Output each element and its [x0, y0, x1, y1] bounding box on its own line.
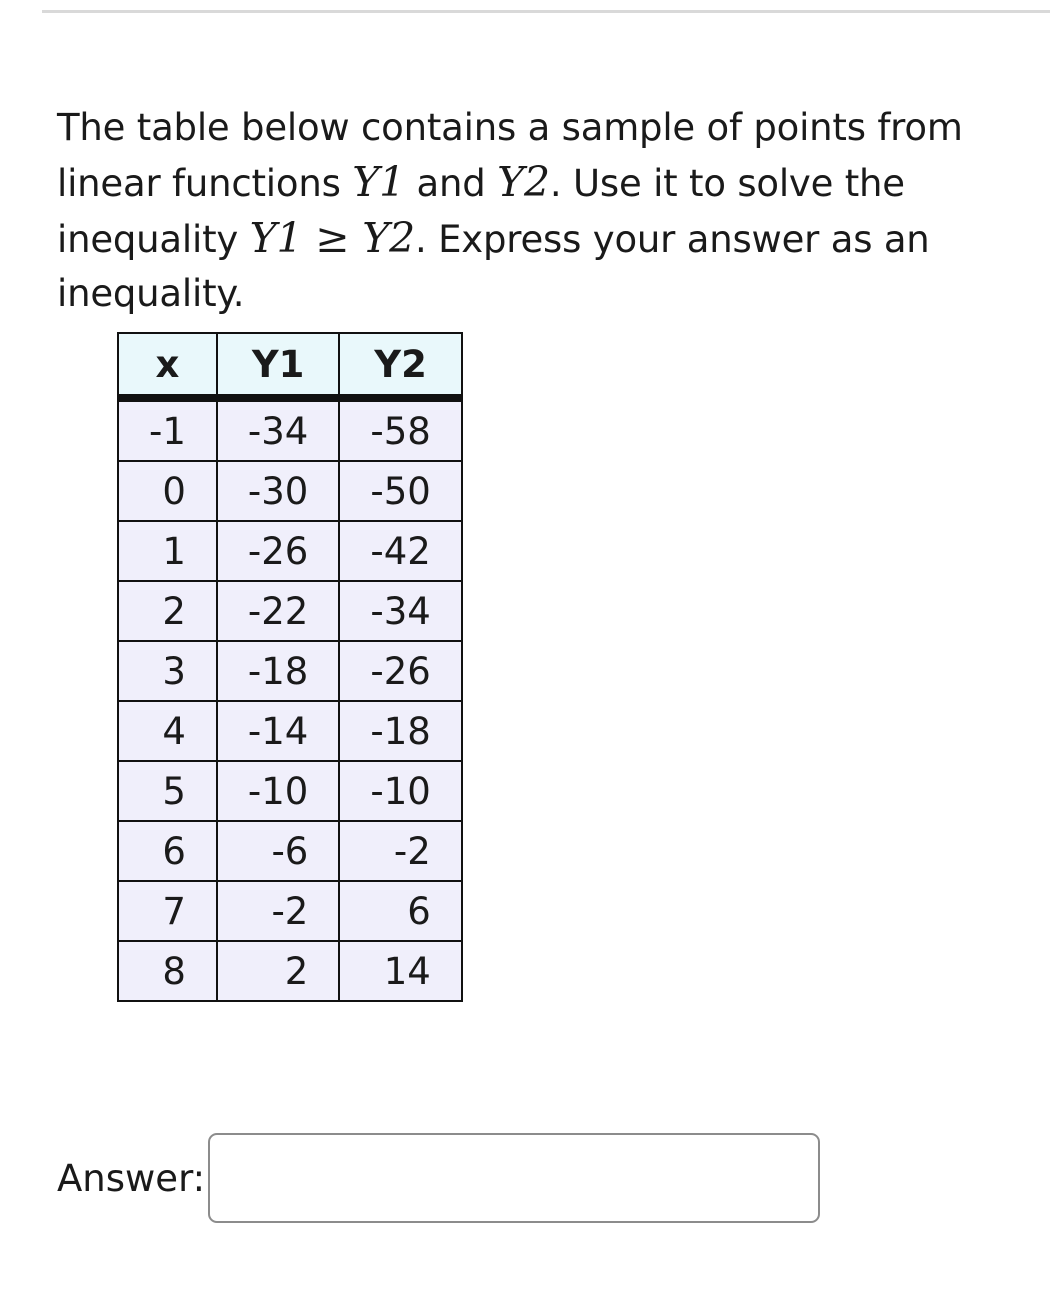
cell-y2: -10: [339, 761, 461, 821]
top-divider: [42, 10, 1050, 13]
cell-x: 2: [118, 581, 217, 641]
answer-input[interactable]: [208, 1133, 820, 1223]
cell-y1: 2: [217, 941, 339, 1001]
cell-y1: -6: [217, 821, 339, 881]
cell-y2: -18: [339, 701, 461, 761]
cell-x: 3: [118, 641, 217, 701]
table-row: [118, 881, 462, 941]
cell-y2: 14: [339, 941, 461, 1001]
math-inequality: Y1 ≥ Y2: [249, 214, 415, 262]
question-text: The table below contains a sample of points from linear functions Y1 and Y2. Use it to solve the inequality Y1 ≥ Y2. Express your answer as an inequality.: [57, 106, 963, 315]
cell-y1: -22: [217, 581, 339, 641]
cell-y1: -2: [217, 881, 339, 941]
table-row: [118, 701, 462, 761]
table-row: [118, 461, 462, 521]
cell-y1: -14: [217, 701, 339, 761]
data-table: [117, 332, 463, 1002]
header-y1: Y1: [217, 333, 339, 398]
header-y2: Y2: [339, 333, 461, 398]
cell-y1: -18: [217, 641, 339, 701]
table-row: [118, 821, 462, 881]
cell-y1: -26: [217, 521, 339, 581]
cell-y2: -42: [339, 521, 461, 581]
cell-y2: -34: [339, 581, 461, 641]
answer-label: Answer:: [57, 1157, 206, 1200]
math-y1: Y1: [352, 158, 405, 206]
math-y2: Y2: [497, 158, 550, 206]
cell-y2: -26: [339, 641, 461, 701]
cell-y2: -2: [339, 821, 461, 881]
cell-y1: -10: [217, 761, 339, 821]
cell-y1: -34: [217, 398, 339, 461]
cell-x: 4: [118, 701, 217, 761]
table-row: [118, 398, 462, 461]
header-x: x: [118, 333, 217, 398]
table-row: [118, 521, 462, 581]
cell-y2: -50: [339, 461, 461, 521]
cell-x: 5: [118, 761, 217, 821]
cell-x: 6: [118, 821, 217, 881]
table-header-row: [118, 333, 462, 398]
table-row: [118, 761, 462, 821]
cell-x: 0: [118, 461, 217, 521]
cell-y1: -30: [217, 461, 339, 521]
cell-y2: -58: [339, 398, 461, 461]
cell-x: 1: [118, 521, 217, 581]
cell-x: -1: [118, 398, 217, 461]
cell-x: 7: [118, 881, 217, 941]
cell-x: 8: [118, 941, 217, 1001]
table-row: [118, 641, 462, 701]
table-row: [118, 581, 462, 641]
table-row: [118, 941, 462, 1001]
cell-y2: 6: [339, 881, 461, 941]
